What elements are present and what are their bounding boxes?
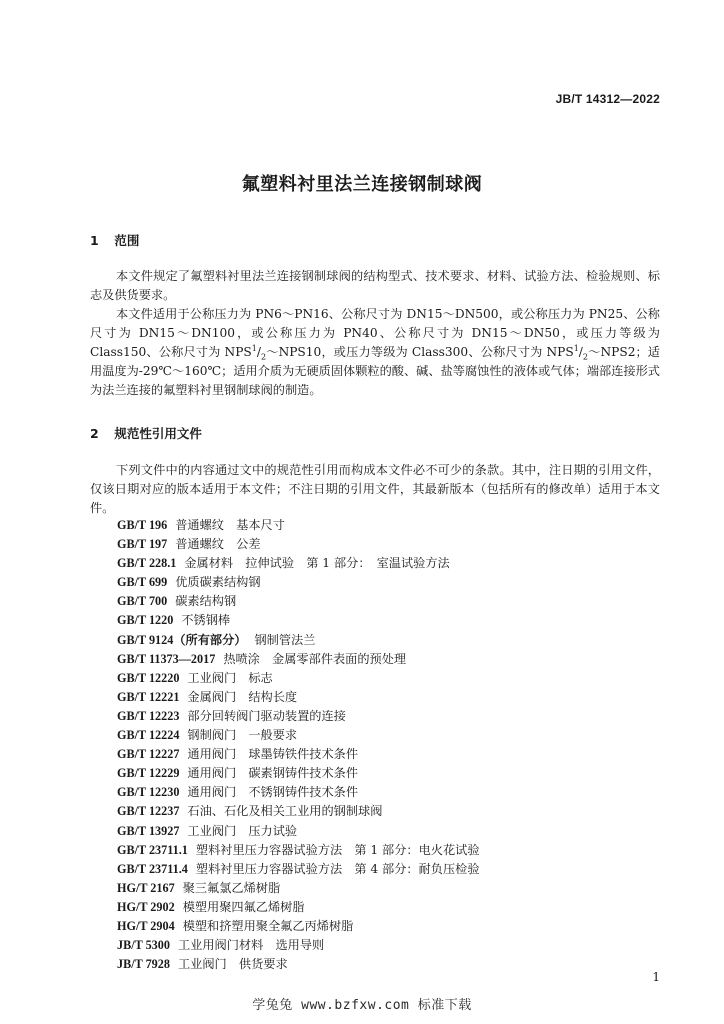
section-1-number: 1 [90,233,99,248]
reference-code: JB/T 5300 [117,938,170,953]
reference-title: 通用阀门 碳素钢铸件技术条件 [187,766,359,781]
reference-title: 普通螺纹 基本尺寸 [175,518,285,532]
standard-number: JB/T 14312—2022 [555,92,660,106]
reference-code: GB/T 12230 [117,785,180,800]
reference-code: GB/T 197 [117,537,168,552]
reference-item [117,879,480,898]
references-intro-paragraph [90,461,660,518]
reference-title: 聚三氟氯乙烯树脂 [182,880,281,895]
reference-code: GB/T 1220 [117,613,174,628]
reference-item [117,726,480,745]
section-2-heading [90,424,202,442]
scope-paragraph-2-text-a: 本文件适用于公称压力为 PN6～PN16、公称尺寸为 DN15～DN500，或公称压力为 PN25、公称尺寸为 DN15～DN100，或公称压力为 PN40、公称尺寸为 DN15～DN50，或压力等级为 Class150、公称尺寸为 NPS [90,307,660,359]
reference-code: GB/T 9124（所有部分） [117,632,247,647]
reference-code: GB/T 13927 [117,823,180,838]
reference-title: 工业阀门 标志 [187,670,273,685]
reference-title: 通用阀门 不锈钢铸件技术条件 [187,785,359,800]
reference-code: HG/T 2167 [117,880,175,895]
reference-code: GB/T 12223 [117,708,180,723]
normative-references-list [117,516,480,974]
reference-item [117,573,480,592]
scope-paragraph-2: 本文件适用于公称压力为 PN6～PN16、公称尺寸为 DN15～DN500，或公称压力为 PN25、公称尺寸为 DN15～DN100，或公称压力为 PN40、公称尺寸为 DN15～DN50，或压力等级为 Class150、公称尺寸为 $NPS^1/_2\sim NPS10$，或压力等级为 Class300、公称尺寸为 $NPS^1/_2\sim NPS2$；适用温度为-29℃～160℃；适用介质为无硬质固体颗粒的酸、碱、盐等腐蚀性的液体或气体；端部连接形式为法兰连接的氟塑料衬里钢制球阀的制造。 [90,307,660,397]
reference-item [117,822,480,841]
reference-code: GB/T 196 [117,518,168,532]
reference-item [117,764,480,783]
section-2-title: 规范性引用文件 [114,426,202,441]
reference-item [117,955,480,974]
reference-code: GB/T 12229 [117,766,180,781]
reference-code: GB/T 23711.4 [117,861,188,876]
fraction-1-numerator: 1 [251,343,257,353]
scope-paragraph-2-text-c: ～NPS2；适用温度为-29℃～160℃；适用介质为无硬质固体颗粒的酸、碱、盐等腐蚀性的液体或气体；端部连接形式为法兰连接的氟塑料衬里钢制球阀的制造。 [90,345,660,397]
scope-paragraph-2-text-b: ～NPS10，或压力等级为 Class300、公称尺寸为 NPS [266,345,574,359]
reference-title: 钢制管法兰 [254,632,316,647]
reference-code: GB/T 12227 [117,747,180,762]
reference-item [117,783,480,802]
reference-code: JB/T 7928 [117,957,170,972]
reference-title: 优质碳素结构钢 [175,575,261,590]
reference-title: 不锈钢棒 [181,613,231,628]
reference-title: 工业阀门 压力试验 [187,823,298,838]
reference-code: GB/T 12220 [117,670,180,685]
scope-paragraph-1 [90,267,660,305]
reference-code: GB/T 11373—2017 [117,651,216,666]
reference-item [117,841,480,860]
page-number: 1 [652,970,660,984]
reference-code: HG/T 2904 [117,918,175,933]
reference-item [117,860,480,879]
reference-code: GB/T 228.1 [117,556,177,571]
reference-title: 石油、石化及相关工业用的钢制球阀 [187,804,383,819]
document-title: 氟塑料衬里法兰连接钢制球阀 [241,174,483,195]
reference-title: 塑料衬里压力容器试验方法 第 1 部分：电火花试验 [195,842,480,857]
reference-title: 工业用阀门材料 选用导则 [177,938,325,953]
reference-title: 工业阀门 供货要求 [177,957,288,972]
section-1-title: 范围 [114,233,140,248]
reference-item [117,611,480,630]
reference-code: GB/T 700 [117,594,168,609]
section-2-number: 2 [90,426,99,441]
reference-item [117,669,480,688]
reference-item [117,917,480,936]
reference-code: GB/T 23711.1 [117,842,188,857]
references-intro-text: 下列文件中的内容通过文中的规范性引用而构成本文件必不可少的条款。其中，注日期的引用文件，仅该日期对应的版本适用于本文件；不注日期的引用文件，其最新版本（包括所有的修改单）适用于本文件。 [90,463,660,515]
reference-item [117,707,480,726]
download-watermark: 学兔兔 www.bzfxw.com 标准下载 [252,998,472,1013]
section-1-heading [90,231,139,249]
fraction-1-denominator: 2 [260,352,267,362]
reference-item [117,688,480,707]
reference-code: HG/T 2902 [117,899,175,914]
reference-code: GB/T 12237 [117,804,180,819]
reference-title: 金属阀门 结构长度 [187,689,298,704]
reference-title: 模塑和挤塑用聚全氟乙丙烯树脂 [182,918,354,933]
reference-item [117,631,480,650]
reference-title: 通用阀门 球墨铸铁件技术条件 [187,747,359,762]
reference-item [117,745,480,764]
reference-item [117,898,480,917]
reference-code: GB/T 699 [117,575,168,590]
reference-item [117,592,480,611]
reference-item [117,516,480,535]
reference-item [117,802,480,821]
reference-item [117,554,480,573]
reference-item [117,650,480,669]
reference-title: 热喷涂 金属零部件表面的预处理 [223,651,407,666]
reference-title: 金属材料 拉伸试验 第 1 部分： 室温试验方法 [184,556,450,571]
reference-title: 碳素结构钢 [175,594,237,609]
reference-code: GB/T 12224 [117,728,180,743]
reference-item [117,535,480,554]
reference-title: 模塑用聚四氟乙烯树脂 [182,899,305,914]
reference-item [117,936,480,955]
reference-title: 部分回转阀门驱动装置的连接 [187,708,346,723]
fraction-2-denominator: 2 [582,352,588,362]
fraction-2-numerator: 1 [573,343,579,353]
reference-code: GB/T 12221 [117,689,180,704]
scope-paragraph-1-text: 本文件规定了氟塑料衬里法兰连接钢制球阀的结构型式、技术要求、材料、试验方法、检验规则、标志及供货要求。 [90,269,660,302]
reference-title: 塑料衬里压力容器试验方法 第 4 部分：耐负压检验 [195,861,480,876]
reference-title: 普通螺纹 公差 [175,537,261,552]
reference-title: 钢制阀门 一般要求 [187,728,298,743]
